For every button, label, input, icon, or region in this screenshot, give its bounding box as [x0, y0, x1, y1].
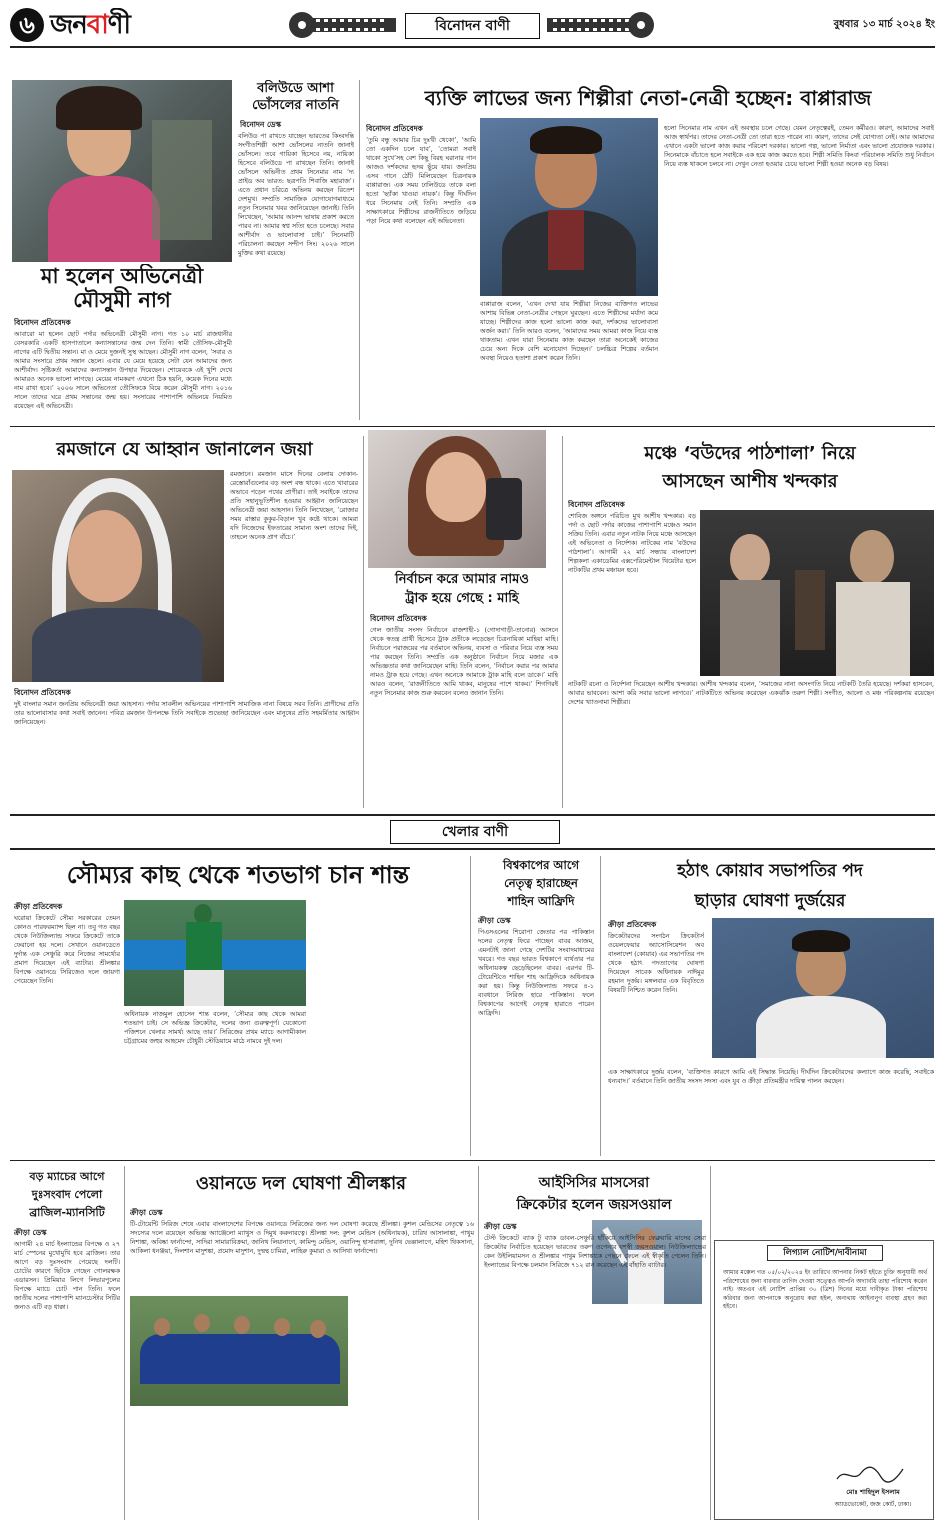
afridi-title-line: শাহিন আফ্রিদি — [507, 894, 575, 908]
column-divider — [363, 436, 364, 808]
mahi-photo — [368, 430, 546, 568]
durjoy-photo — [712, 918, 934, 1058]
mahi-title-line: নির্বাচন করে আমার নামও — [395, 572, 529, 587]
jaiswal-title-line: আইসিসির মাসসেরা — [538, 1175, 650, 1191]
durjoy-title — [606, 856, 934, 916]
column-divider — [600, 856, 601, 1156]
bappa-body-3: হলো সিনেমার নাম এখন এই অবস্থায় চলে গেছে। যেমন নেতৃত্বেরই, তেমন কর্মীরও। কারণ, আমাদের সবাই আজ স্বার্থপর। তাদের নেতা-নেত্রী তো তারা হতে পারেন না। কারণ, তাদের সেই যোগ্যতা নেই। আর আমাদের এখানে একটা ভালো কাজ করার পরিবেশ দরকার। ভালো গল্প, ভালো নির্মাতা এবং ভালো প্রযোজক দরকার। সিনেমাকে বাঁচাতে হলে সবাইকে এক হয়ে কাজ করতে হবে। শিল্পী সমিতি কিংবা পরিচালক সমিতি শুধু নির্বাচন নিয়ে ব্যস্ত থাকলে চলবে না। দেখুন নেতা হওয়ার চেয়ে ভালো শিল্পী হওয়া অনেক বড় বিষয়। — [664, 125, 934, 168]
mahi-body: গেল জাতীয় সংসদ নির্বাচনে রাজশাহী-১ (গোদাগাড়ী-তানোর) আসনে থেকে স্বতন্ত্র প্রার্থী হিসেবে ট্রাক প্রতীকে লড়েছেন চিত্রনায়িকা মাহিয়া মাহি। নির্বাচনে পরাজয়ের পর বর্তমানে অভিনয়, ব্যবসা ও পরিবার নিয়ে ব্যস্ত সময় পার করছেন তিনি। সম্প্রতি এক অনুষ্ঠানে নির্বাচন নিয়ে মজার এক অভিজ্ঞতার কথা জানিয়েছেন মাহি। তিনি বলেন, ‘নির্বাচন করার পর আমার নামও ট্রাক হয়ে গেছে। এখন অনেকে আমাকে ট্রাক মাহি বলে ডাকে।’ মাহি আরও বলেন, ‘রাজনীতিতে আমি থাকব, মানুষের পাশে থাকব।’ শিগগিরই নতুন সিনেমার কাজ শুরু করবেন বলেও জানান তিনি। — [370, 627, 558, 697]
mahi-title — [368, 570, 556, 610]
column-divider — [562, 436, 563, 808]
column-divider — [124, 1166, 125, 1520]
brand-logo — [50, 10, 130, 40]
bappa-body-2: বাপ্পারাজ বলেন, ‘এখন দেখা যায় শিল্পীরা নিজের ব্যক্তিগত লাভের আশায় বিভিন্ন নেতা-নেত্রীর পেছনে ঘুরছেন। এতে শিল্পীদের মর্যাদা কমে যাচ্ছে। শিল্পীদের কাজ হলো ভালো কাজ করা, দর্শকদের ভালোবাসা অর্জন করা।’ তিনি আরও বলেন, ‘আমাদের সময় আমরা কাজ নিয়ে ব্যস্ত থাকতাম। এখন যারা সিনেমায় কাজ করছেন তারা অনেকেই কাজের চেয়ে অন্য দিকে বেশি মনোযোগ দিচ্ছেন।’ চলচ্চিত্র শিল্পের বর্তমান অবস্থা নিয়েও হতাশা প্রকাশ করেন তিনি। — [480, 301, 658, 362]
jaiswal-title — [482, 1172, 706, 1220]
asha-body: বলিউড পা রাখতে যাচ্ছেন ভারতের কিংবদন্তি সংগীতশিল্পী আশা ভোঁসলের নাতনি জানাই ভোঁসলে। তবে গায়িকা হিসেবে নয়, নায়িকা হিসেবে বলিউডে পা রাখছেন তিনি। জানাই ভোঁসলে অভিনীত প্রথম সিনেমার নাম ‘দ্য প্রাইড অব ভারত: ছত্রপতি শিবাজি মহারাজ’। এতে প্রধান চরিত্রে অভিনয় করছেন রিতেশ দেশমুখ। সম্প্রতি সামাজিক যোগাযোগমাধ্যমে নতুন সিনেমার খবর জানিয়েছেন জানাই। তিনি লিখেছেন, ‘আমার আনন্দ ভাষায় প্রকাশ করতে পারব না। আমার স্বপ্ন সত্যি হতে চলেছে। সবার আশীর্বাদ ও ভালোবাসা চাই।’ সিনেমাটি পরিচালনা করছেন সন্দীপ সিং। ২০২৬ সালে মুক্তির কথা রয়েছে। — [238, 133, 354, 257]
afridi-title-line: বিশ্বকাপের আগে — [503, 858, 579, 872]
masthead-rule — [10, 46, 935, 48]
mousumi-title-line: মৌসুমী নাগ — [73, 288, 171, 312]
lanka-photo — [130, 1296, 348, 1406]
ashish-body-1: শোবিজ অঙ্গনে পরিচিত মুখ আশীষ খন্দকার। বড় পর্দা ও ছোট পর্দার কাজের পাশাপাশি মঞ্চেও সমান সক্রিয় তিনি। এবার নতুন নাটক নিয়ে মঞ্চে আসছেন এই অভিনেতা ও নির্দেশক। নাটকের নাম ‘বউদের পাঠশালা’। আগামী ২২ মার্চ সন্ধ্যায় বাংলাদেশ শিল্পকলা একাডেমির এক্সপেরিমেন্টাল থিয়েটার হলে নাটকটির প্রথম মঞ্চায়ন হবে। — [568, 513, 696, 574]
legal-notice-signature: মোঃ শাহিদুল ইসলাম — [846, 1488, 900, 1496]
ashish-photo — [700, 510, 934, 676]
joya-body-1: রমজানে। রমজান মাসে দিনের বেলায় দোকান-রেস্তোরাঁগুলোর বড় অংশ বন্ধ থাকে। এতে খাবারের অভাবে পড়েন পথের প্রাণীরা। তাই সবাইকে তাদের প্রতি সহানুভূতিশীল হওয়ার আহ্বান জানিয়েছেন অভিনেত্রী জয়া আহসান। তিনি লিখেছেন, ‘রোজার সময় রাস্তার কুকুর-বিড়াল খুব কষ্টে থাকে। আমরা যদি নিজেদের ইফতারের সামান্য অংশ তাদের দিই, তাহলে অনেক প্রাণ বাঁচে।’ — [230, 471, 358, 541]
brand-logo-accent: ব — [86, 10, 108, 40]
durjoy-byline: ক্রীড়া প্রতিবেদক — [608, 920, 657, 929]
joya-title: রমজানে যে আহ্বান জানালেন জয়া — [56, 439, 313, 460]
brazil-title — [12, 1168, 122, 1224]
ashish-body-2: নাটকটি রচনা ও নির্দেশনা দিয়েছেন আশীষ খন্দকার। আশীষ খন্দকার বলেন, ‘সমাজের নানা অসংগতি নিয়ে নাটকটি তৈরি হয়েছে। দর্শকরা হাসবেন, আবার ভাববেন। আশা করি সবার ভালো লাগবে।’ নাটকটিতে অভিনয় করেছেন একঝাঁক তরুণ শিল্পী। সংগীত, আলো ও মঞ্চ পরিকল্পনায় রয়েছেন দেশের খ্যাতনামা শিল্পীরা। — [568, 681, 934, 706]
durjoy-body-2: এক সাক্ষাৎকারে দুর্জয় বলেন, ‘ব্যক্তিগত কারণে আমি এই সিদ্ধান্ত নিয়েছি। দীর্ঘদিন ক্রিকেটারদের কল্যাণে কাজ করেছি, সবাইকে ধন্যবাদ।’ বর্তমানে তিনি জাতীয় সংসদ সদস্য এবং যুব ও ক্রীড়া প্রতিমন্ত্রীর দায়িত্ব পালন করছেন। — [608, 1069, 934, 1085]
brazil-byline: ক্রীড়া ডেস্ক — [14, 1228, 47, 1237]
jaiswal-body: টেস্ট ক্রিকেটে ব্যাক টু ব্যাক ডাবল-সেঞ্চুরি হাঁকিয়ে আইসিসির ফেব্রুয়ারি মাসের সেরা ক্রিকেটার নির্বাচিত হয়েছেন ভারতের তরুণ ওপেনার যশস্বী জয়সওয়াল। নিউজিল্যান্ডের কেন উইলিয়ামসন ও শ্রীলঙ্কার পাথুম নিশাঙ্কাকে পেছনে ফেলে এই স্বীকৃতি পেলেন তিনি। ইংল্যান্ডের বিপক্ষে চলমান সিরিজে ৭১২ রান করেছেন এই বাঁহাতি ব্যাটার। — [484, 1235, 706, 1269]
film-reel-right-icon — [545, 10, 655, 40]
legal-notice-title: লিগ্যাল নোটিশ/দাবীনামা — [767, 1245, 883, 1261]
asha-byline: বিনোদন ডেস্ক — [240, 120, 281, 129]
shanto-title: সৌম্যর কাছ থেকে শতভাগ চান শান্ত — [66, 861, 410, 889]
bappa-title: ব্যক্তি লাভের জন্য শিল্পীরা নেতা-নেত্রী হচ্ছেন: বাপ্পারাজ — [424, 86, 872, 110]
ashish-title-line: মঞ্চে ‘বউদের পাঠশালা’ নিয়ে — [644, 443, 856, 464]
jaiswal-byline: ক্রীড়া ডেস্ক — [484, 1222, 517, 1231]
bappa-body-1: ‘তুমি বন্ধু আমার চির দুঃখী থেকো’, ‘আমি তো একদিন চলে যাব’, ‘তোমরা সবাই থাকো সুখে’সহ বেশ কিছু বিরহ ঘরানার গান আজও দর্শকদের হৃদয় ছুঁয়ে যায়। জনপ্রিয় এসব গানে ঠোঁট মিলিয়েছেন চিত্রনায়ক বাপ্পারাজ। এক সময় ঢালিউডে তাকে বলা হতো ‘ছ্যাঁকা খাওয়া নায়ক’। কিন্তু দীর্ঘদিন ধরে সিনেমায় নেই তিনি। সম্প্রতি এক সাক্ষাৎকারে শিল্পীদের রাজনীতিতে জড়িয়ে পড়া নিয়ে কথা বলেছেন এই অভিনেতা। — [366, 137, 476, 225]
brazil-title-line: দুঃসংবাদ পেলো — [31, 1188, 103, 1201]
column-divider — [710, 1166, 711, 1520]
lanka-byline: ক্রীড়া ডেস্ক — [130, 1208, 163, 1217]
ashish-title-line: আসছেন আশীষ খন্দকার — [662, 471, 838, 492]
section-rule — [10, 1160, 935, 1161]
legal-notice — [714, 1240, 934, 1520]
durjoy-title-line: হঠাৎ কোয়াব সভাপতির পদ — [677, 861, 863, 881]
ashish-title — [566, 440, 934, 496]
column-divider — [470, 856, 471, 1156]
section-rule — [10, 426, 935, 427]
mahi-byline: বিনোদন প্রতিবেদক — [370, 614, 427, 623]
legal-notice-role: অ্যাডভোকেট, জজ কোর্ট, ঢাকা। — [834, 1501, 912, 1508]
bappa-photo — [480, 118, 658, 296]
brazil-title-line: বড় ম্যাচের আগে — [29, 1170, 105, 1183]
ashish-byline: বিনোদন প্রতিবেদক — [568, 500, 625, 509]
mousumi-title — [12, 264, 232, 312]
asha-title — [238, 80, 353, 116]
shanto-body-2: অধিনায়ক নাজমুল হোসেন শান্ত বলেন, ‘সৌম্যর কাছ থেকে আমরা শতভাগ চাই। সে অভিজ্ঞ ক্রিকেটার, দলের জন্য গুরুত্বপূর্ণ। যেকোনো পজিশনে খেলার সামর্থ্য আছে তার।’ সিরিজের প্রথম ম্যাচে আগামীকাল চট্টগ্রামের জহুর আহমেদ চৌধুরী স্টেডিয়ামে মাঠে নামবে দুই দল। — [124, 1011, 306, 1045]
section-title: বিনোদন বাণী — [405, 13, 540, 39]
page-number: ৬ — [10, 8, 44, 42]
masthead — [10, 8, 935, 44]
mahi-title-line: ট্রাক হয়ে গেছে : মাহি — [405, 591, 519, 606]
sports-rule — [10, 848, 935, 850]
shanto-photo — [124, 900, 306, 1006]
asha-title-line: ভোঁসলের নাতনি — [252, 98, 339, 113]
mousumi-title-line: মা হলেন অভিনেত্রী — [40, 264, 204, 288]
brazil-body: আগামী ২৪ মার্চ ইংল্যান্ডের বিপক্ষে ও ২৭ মার্চ স্পেনের মুখোমুখি হবে ব্রাজিল। তার আগে বড় দুঃসংবাদ পেয়েছে দলটি। চোটের কারণে ছিটকে গেছেন গোলরক্ষক এডারসন। প্রিমিয়ার লিগে লিভারপুলের বিপক্ষে ম্যাচে চোট পান তিনি। ফলে জাতীয় দলের পাশাপাশি ম্যানচেস্টার সিটির জন্যও এটি বড় ধাক্কা। — [14, 1241, 120, 1311]
afridi-title-line: নেতৃত্ব হারাচ্ছেন — [504, 876, 578, 890]
durjoy-body-1: ক্রিকেটারদের সংগঠন ক্রিকেটার্স ওয়েলফেয়ার অ্যাসোসিয়েশন অব বাংলাদেশ (কোয়াব) এর সভাপতির পদ থেকে হঠাৎ পদত্যাগের ঘোষণা দিয়েছেন সাবেক অধিনায়ক নাঈমুর রহমান দুর্জয়। মঙ্গলবার এক বিবৃতিতে বিষয়টি নিশ্চিত করেন তিনি। — [608, 933, 704, 994]
column-divider — [359, 80, 360, 420]
mousumi-body: আবারো মা হলেন ছোট পর্দার অভিনেত্রী মৌসুমী নাগ। গত ১০ মার্চ রাজধানীর বেসরকারি একটি হাসপাতালে কন্যাসন্তানের জন্ম দেন তিনি। স্বামী তৌসিফ-মৌসুমী নাগের এটি দ্বিতীয় সন্তান। মা ও মেয়ে দুজনই সুস্থ আছেন। মৌসুমী নাগ বলেন, ‘সবার ও আমার সংসারে প্রথম সন্তান ছেলে। এবার যে মেয়ে হয়েছে সেটা যেন আমাদের জন্য আশীর্বাদ। সৃষ্টিকর্তা আমাদের কন্যাসন্তান উপহার দিয়েছেন। শোয়েবকে এই খুশি দেখে আমারও অনেক ভালো লাগছে। মেয়ের নামকরণ এখনো ঠিক হয়নি, কয়েক দিনের মধ্যে নাম রাখা হবে।’ ২০০৬ সালে অভিনেতা তৌসিফকে বিয়ে করেন মৌসুমী নাগ। ২০১৬ সালে তাদের ঘরে প্রথম সন্তানের জন্ম হয়। সংসারের পাশাপাশি অভিনয়ে নিয়মিত রয়েছেন এই অভিনেত্রী। — [14, 331, 232, 410]
sports-banner — [10, 820, 935, 844]
joya-photo — [12, 470, 224, 682]
afridi-body: পিএসএলের শিরোপা জেতার পর পাকিস্তান দলের নেতৃত্ব ফিরে পাচ্ছেন বাবর আজম, এমনটাই জানা গেছে দেশটির সংবাদমাধ্যমের খবরে। গত বছর ভারত বিশ্বকাপে ব্যর্থতার পর অধিনায়কত্ব ছেড়েছিলেন বাবর। এরপর টি-টোয়েন্টিতে শাহিন শাহ আফ্রিদিকে অধিনায়ক করা হয়। কিন্তু নিউজিল্যান্ড সফরে ৪-১ ব্যবধানে সিরিজ হারে পাকিস্তান। ফলে বিশ্বকাপের আগেই নেতৃত্ব হারাতে পারেন আফ্রিদি। — [478, 929, 594, 1017]
afridi-title — [476, 856, 606, 912]
brand-logo-part: াণী — [107, 10, 130, 40]
durjoy-title-line: ছাড়ার ঘোষণা দুর্জয়ের — [694, 891, 846, 911]
mousumi-photo — [12, 80, 232, 262]
joya-byline: বিনোদন প্রতিবেদক — [14, 688, 71, 697]
shanto-body-1: ঘরোয়া ক্রিকেটে সৌম্য সরকারের তেমন কোনও পারফরম্যান্স ছিল না। তবু গত বছর থেকে নিউজিল্যান্ড সফরে ক্রিকেটে তাকে ফেরানো হয় দলে। সেখানে ওয়ানডেতে দুর্দান্ত এক সেঞ্চুরি করে নিজের সামর্থ্যের প্রমাণ দিয়েছেন এই ব্যাটার। শ্রীলঙ্কার বিপক্ষে ওয়ানডে সিরিজেও দলে জায়গা পেয়েছেন তিনি। — [14, 915, 120, 985]
brazil-title-line: ব্রাজিল-ম্যানসিটি — [29, 1206, 105, 1219]
lanka-body: টি-টোয়েন্টি সিরিজ শেষে এবার বাংলাদেশের বিপক্ষে ওয়ানডে সিরিজের জন্য দল ঘোষণা করেছে শ্রীলঙ্কা। কুশল মেন্ডিসের নেতৃত্বে ১৬ সদস্যের দলে রয়েছেন অভিজ্ঞ অ্যাঞ্জেলো ম্যাথুস ও দিমুথ করুনারত্নে। শ্রীলঙ্কা দল: কুশল মেন্ডিস (অধিনায়ক), চারিথ আসালাঙ্কা, পাথুম নিশাঙ্কা, অবিষ্কা ফার্নান্দো, সাদিরা সামারাবিক্রমা, জানিথ লিয়ানাগে, কামিন্দু মেন্ডিস, ওয়ানিন্দু হাসারাঙ্গা, দুনিথ ভেল্লালাগে, মহিশ থিকসানা, আকিলা ধনঞ্জয়া, দিলশান মাদুশঙ্কা, প্রমোদ মাদুশান, দুষ্মন্থ চামিরা, লাহিরু কুমারা ও আসিথা ফার্নান্দো। — [130, 1221, 474, 1255]
bappa-byline: বিনোদন প্রতিবেদক — [366, 124, 423, 133]
signature-mark — [835, 1463, 905, 1485]
issue-date: বুধবার ১৩ মার্চ ২০২৪ ইং — [833, 19, 935, 30]
brand-logo-part: জন — [50, 10, 87, 40]
column-divider — [478, 1166, 479, 1520]
mousumi-byline: বিনোদন প্রতিবেদক — [14, 318, 71, 327]
jaiswal-title-line: ক্রিকেটার হলেন জয়সওয়াল — [516, 1197, 672, 1213]
joya-body-2: দুই বাংলার সমান জনপ্রিয় অভিনেত্রী জয়া আহসান। পর্দায় সাবলীল অভিনয়ের পাশাপাশি সামাজিক নানা বিষয়ে সরব তিনি। প্রাণীদের প্রতি তার ভালোবাসার কথা সবাই জানেন। পবিত্র রমজান উপলক্ষে তিনি সবাইকে শুভেচ্ছা জানিয়েছেন এবং মানুষের প্রতি সহমর্মিতার আহ্বান জানিয়েছেন। — [14, 701, 359, 726]
film-reel-left-icon — [288, 10, 398, 40]
asha-title-line: বলিউডে আশা — [257, 81, 334, 96]
lanka-title: ওয়ানডে দল ঘোষণা শ্রীলঙ্কার — [195, 1173, 407, 1194]
afridi-byline: ক্রীড়া ডেস্ক — [478, 916, 511, 925]
legal-notice-body: আমার মক্কেল গত ০৫/০২/২০২৪ ইং তারিখে আপনার নিকট হইতে চুক্তি অনুযায়ী অর্থ পরিশোধের জন্য বারবার তাগিদ দেওয়া সত্ত্বেও আপনি অদ্যাবধি তাহা পরিশোধ করেন নাই। অতএব এই নোটিশ প্রাপ্তির ৩০ (ত্রিশ) দিনের মধ্যে দাবীকৃত টাকা পরিশোধ করিবার জন্য আপনাকে অনুরোধ করা হইল, অন্যথায় আইনানুগ ব্যবস্থা গ্রহণ করা হইবে। — [723, 1269, 927, 1310]
sports-banner-label: খেলার বাণী — [390, 820, 560, 844]
sports-rule — [10, 814, 935, 816]
shanto-byline: ক্রীড়া প্রতিবেদক — [14, 902, 63, 911]
